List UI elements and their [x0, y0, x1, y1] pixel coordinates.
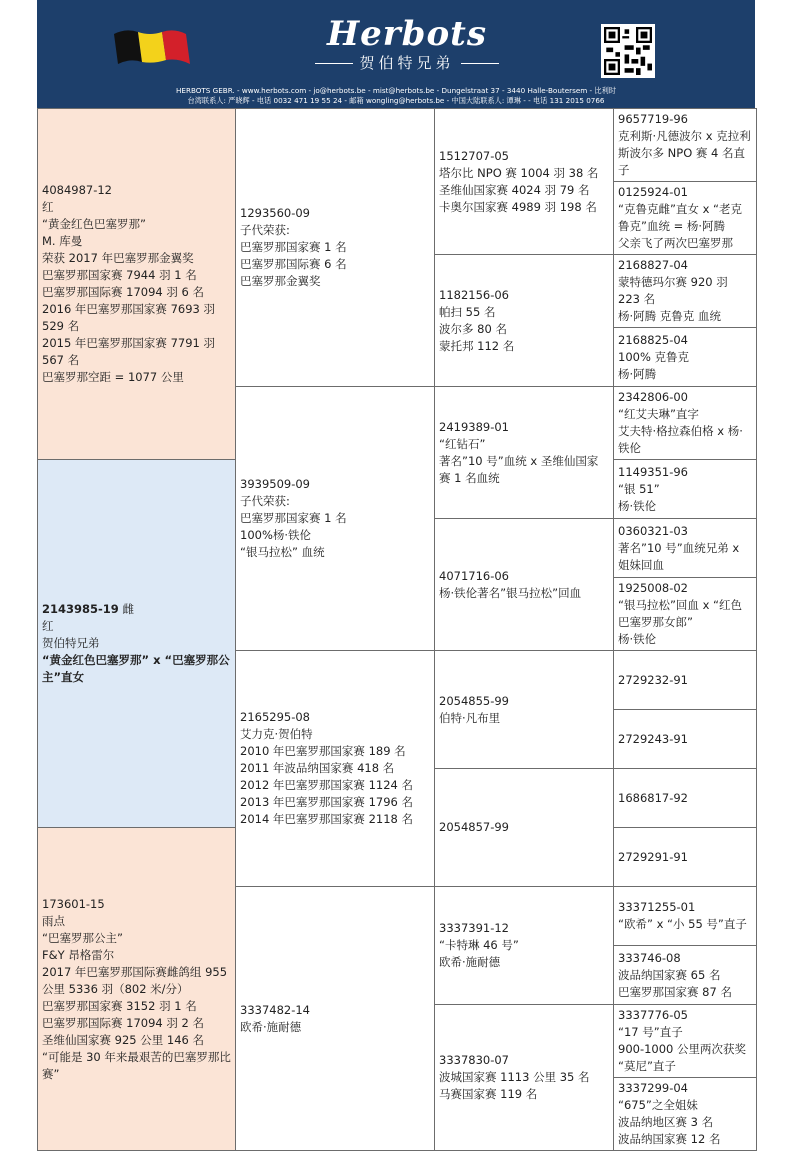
- info-line: 波尔多 80 名: [439, 321, 507, 336]
- ring-number: 3337830-07: [439, 1053, 509, 1067]
- info-line: 巴塞罗那金翼奖: [240, 274, 321, 288]
- info-line: 2016 年巴塞罗那国家赛 7693 羽 529 名: [42, 302, 215, 333]
- great-grandparent-cell: [435, 887, 614, 1005]
- info-line: 欧希·施耐德: [439, 955, 501, 969]
- info-line: 巴塞罗那国际赛 17094 羽 6 名: [42, 285, 205, 299]
- table-row: [38, 109, 757, 182]
- info-line: 波品纳国家赛 65 名: [618, 967, 721, 982]
- info-line: 杨·阿腾 克鲁克 血统: [618, 309, 721, 323]
- info-line: 塔尔比 NPO 赛 1004 羽 38 名: [439, 165, 599, 180]
- info-line: “银 51”: [618, 481, 660, 496]
- info-line: 著名”10 号”血统兄弟 x 姐妹回血: [618, 540, 740, 572]
- ring-number: 2165295-08: [240, 710, 310, 724]
- gen4-cell: [614, 710, 757, 769]
- gen4-cell: [614, 651, 757, 710]
- gen4-cell: [614, 769, 757, 828]
- ring-number: 4084987-12: [42, 183, 112, 197]
- great-grandparent-cell: [435, 769, 614, 887]
- info-line: “卡特琳 46 号”: [439, 938, 519, 952]
- belgian-flag-icon: [112, 26, 192, 66]
- header-banner: [37, 0, 755, 108]
- info-line: 父亲飞了两次巴塞罗那: [618, 236, 733, 250]
- contact-line-2: 台湾联系人: 严晓辉 - 电话 0032 471 19 55 24 - 邮箱 wongling@herbots.be - 中国大陆联系人: 谭琳 - - 电话 131 2015 0766: [187, 96, 605, 105]
- ring-number: 2419389-01: [439, 419, 509, 434]
- ring-number: 333746-08: [618, 950, 681, 965]
- brand-subtitle: 贺伯特兄弟: [307, 52, 507, 73]
- ring-number: 1925008-02: [618, 581, 688, 595]
- info-line: 子代荣获:: [240, 223, 290, 237]
- gen4-cell: [614, 1078, 757, 1151]
- sex-label: 雌: [122, 602, 134, 616]
- info-line: 贺伯特兄弟: [42, 636, 100, 650]
- info-line: 2011 年波品纳国家赛 418 名: [240, 761, 395, 775]
- info-line: 100%杨·铁伦: [240, 528, 312, 542]
- ring-number: 2054857-99: [439, 820, 509, 834]
- gen4-cell: [614, 578, 757, 651]
- gen4-cell: [614, 946, 757, 1005]
- info-line: 巴塞罗那空距 = 1077 公里: [42, 370, 184, 384]
- grandparent-cell: [236, 651, 435, 887]
- info-line: 波品纳国家赛 12 名: [618, 1132, 721, 1146]
- great-grandparent-cell: [435, 519, 614, 651]
- info-line: 2015 年巴塞罗那国家赛 7791 羽 567 名: [42, 336, 215, 367]
- info-line: 圣维仙国家赛 925 公里 146 名: [42, 1032, 205, 1047]
- ring-number: 3939509-09: [240, 477, 310, 491]
- info-line: 巴塞罗那国家赛 87 名: [618, 984, 732, 999]
- info-line: 2014 年巴塞罗那国家赛 2118 名: [240, 812, 413, 826]
- brand-logo: Herbots: [327, 14, 487, 54]
- info-line: 100% 克鲁克: [618, 349, 690, 364]
- info-line: 杨·铁伦: [618, 632, 657, 646]
- ring-number: 3337482-14: [240, 1002, 310, 1017]
- grandparent-cell: [236, 887, 435, 1151]
- info-line: 帕扫 55 名: [439, 304, 496, 319]
- info-line: 卡奥尔国家赛 4989 羽 198 名: [439, 199, 597, 214]
- info-line: 杨·阿腾: [618, 366, 657, 381]
- contact-line-1: HERBOTS GEBR. - www.herbots.com - jo@herbots.be - mist@herbots.be - Dungelstraat 37 - 3440 Halle-Boutersem - 比利时: [176, 86, 616, 95]
- ring-number: 4071716-06: [439, 568, 509, 583]
- ring-number: 1686817-92: [618, 790, 688, 805]
- grandparent-cell: [236, 387, 435, 651]
- subject-cell: [38, 460, 236, 828]
- info-line: 巴塞罗那国家赛 1 名: [240, 240, 347, 254]
- gen4-cell: [614, 828, 757, 887]
- info-line: “克鲁克雌”直女 x “老克鲁克”血统 = 杨·阿腾: [618, 202, 742, 233]
- info-line: 红: [42, 200, 54, 214]
- info-line: 子代荣获:: [240, 494, 290, 508]
- info-line: 雨点: [42, 913, 65, 928]
- info-line: 巴塞罗那国际赛 6 名: [240, 257, 347, 271]
- info-line: 荣获 2017 年巴塞罗那金翼奖: [42, 251, 194, 265]
- gen4-cell: [614, 182, 757, 255]
- great-grandparent-cell: [435, 255, 614, 387]
- great-grandparent-cell: [435, 109, 614, 255]
- sire-cell: [38, 109, 236, 460]
- gen4-cell: [614, 109, 757, 182]
- gen4-cell: [614, 887, 757, 946]
- ring-number: 1149351-96: [618, 464, 688, 479]
- info-line: 巴塞罗那国际赛 17094 羽 2 名: [42, 1015, 205, 1030]
- gen4-cell: [614, 519, 757, 578]
- info-line: 克利斯·凡德波尔 x 克拉利斯波尔多 NPO 赛 4 名直子: [618, 129, 751, 177]
- info-line: 艾力克·贺伯特: [240, 727, 313, 741]
- info-line: 2017 年巴塞罗那国际赛雌鸽组 955 公里 5336 羽（802 米/分）: [42, 964, 228, 996]
- great-grandparent-cell: [435, 651, 614, 769]
- info-line: 著名”10 号”血统 x 圣维仙国家赛 1 名血统: [439, 453, 599, 485]
- ring-number: 0125924-01: [618, 185, 688, 199]
- gen4-cell: [614, 460, 757, 519]
- ring-number: 173601-15: [42, 896, 105, 911]
- info-line: 艾夫特·格拉森伯格 x 杨·铁伦: [618, 424, 743, 455]
- info-line: “银马拉松” 血统: [240, 545, 325, 559]
- gen4-cell: [614, 328, 757, 387]
- ring-number: 2729291-91: [618, 849, 688, 864]
- info-line: 波品纳地区赛 3 名: [618, 1115, 714, 1129]
- info-line: 900-1000 公里两次获奖: [618, 1042, 747, 1056]
- info-line: “675”之全姐妹: [618, 1098, 698, 1112]
- info-line: 杨·铁伦: [618, 498, 657, 513]
- info-line: “黄金红色巴塞罗那”: [42, 217, 146, 231]
- info-line: “可能是 30 年来最艰苦的巴塞罗那比赛”: [42, 1049, 231, 1081]
- info-line: F&Y 昂格雷尔: [42, 947, 115, 962]
- info-line: “欧希” x “小 55 号”直子: [618, 917, 747, 931]
- ring-number: 3337391-12: [439, 921, 509, 935]
- ring-number: 2168827-04: [618, 258, 688, 272]
- info-line: M. 库曼: [42, 234, 83, 248]
- ring-number: 2729232-91: [618, 672, 688, 687]
- great-grandparent-cell: [435, 1005, 614, 1151]
- info-line: 欧希·施耐德: [240, 1019, 302, 1034]
- info-line: 蒙特德玛尔赛 920 羽 223 名: [618, 275, 728, 306]
- gen4-cell: [614, 1005, 757, 1078]
- ring-number: 2054855-99: [439, 693, 509, 708]
- ring-number: 2342806-00: [618, 390, 688, 404]
- info-line: “红钻石”: [439, 436, 486, 451]
- info-line: 红: [42, 619, 54, 633]
- ring-number: 33371255-01: [618, 900, 696, 914]
- ring-number: 0360321-03: [618, 523, 688, 538]
- pedigree-table: [37, 108, 757, 1151]
- info-line: “莫尼”直子: [618, 1059, 676, 1073]
- info-line: 杨·铁伦著名”银马拉松”回血: [439, 585, 582, 600]
- info-line: “红艾夫琳”直字: [618, 407, 699, 421]
- info-line: 巴塞罗那国家赛 7944 羽 1 名: [42, 268, 197, 282]
- ring-number: 2168825-04: [618, 332, 688, 347]
- dam-cell: [38, 828, 236, 1151]
- ring-number: 9657719-96: [618, 112, 688, 126]
- info-line: “17 号”直子: [618, 1025, 683, 1039]
- ring-number: 3337776-05: [618, 1008, 688, 1022]
- info-line: 巴塞罗那国家赛 1 名: [240, 511, 347, 525]
- info-line: 2012 年巴塞罗那国家赛 1124 名: [240, 778, 413, 792]
- info-line: 巴塞罗那国家赛 3152 羽 1 名: [42, 998, 197, 1013]
- info-line: 2010 年巴塞罗那国家赛 189 名: [240, 744, 406, 758]
- ring-number: 2143985-19: [42, 602, 119, 616]
- qr-code-icon: [601, 24, 655, 78]
- gen4-cell: [614, 255, 757, 328]
- info-line: “巴塞罗那公主”: [42, 930, 123, 945]
- info-line: “银马拉松”回血 x “红色巴塞罗那女郎”: [618, 598, 742, 629]
- info-line: 圣维仙国家赛 4024 羽 79 名: [439, 182, 590, 197]
- ring-number: 2729243-91: [618, 731, 688, 746]
- info-line: 伯特·凡布里: [439, 710, 501, 725]
- info-line: 蒙托邦 112 名: [439, 338, 515, 353]
- gen4-cell: [614, 387, 757, 460]
- info-line: 2013 年巴塞罗那国家赛 1796 名: [240, 795, 413, 809]
- info-line: 波城国家赛 1113 公里 35 名: [439, 1070, 590, 1084]
- info-line: 马赛国家赛 119 名: [439, 1087, 538, 1101]
- great-grandparent-cell: [435, 387, 614, 519]
- brand: [307, 14, 507, 73]
- ring-number: 1182156-06: [439, 287, 509, 302]
- subject-ring-line: [42, 601, 231, 618]
- grandparent-cell: [236, 109, 435, 387]
- info-line: “黄金红色巴塞罗那” x “巴塞罗那公主”直女: [42, 653, 230, 684]
- ring-number: 1293560-09: [240, 206, 310, 220]
- ring-number: 3337299-04: [618, 1081, 688, 1095]
- ring-number: 1512707-05: [439, 148, 509, 163]
